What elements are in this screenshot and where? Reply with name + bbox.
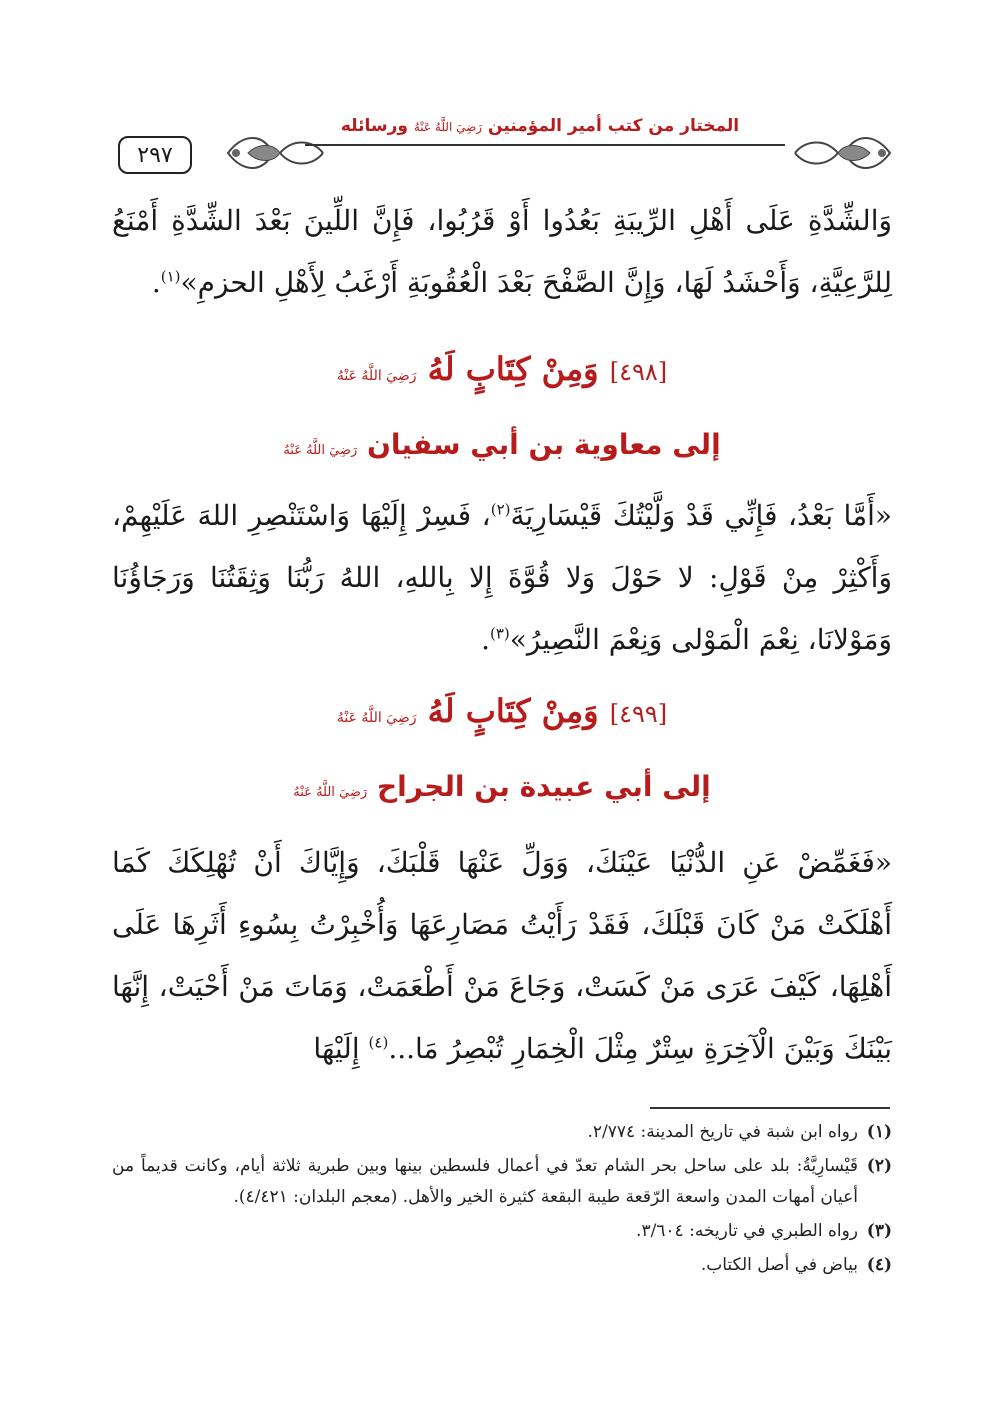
header-rule [305,144,785,146]
section-498-body [112,485,892,671]
section-498-text-b: ، فَسِرْ إِلَيْهَا وَاسْتَنْصِرِ اللهَ عَلَيْهِمْ، وَأَكْثِرْ مِنْ قَوْلِ: لا حَوْلَ وَلا قُوَّةَ إِلا بِاللهِ، اللهُ رَبُّنَا وَثِقَتُنَا وَرَجَاؤُنَا وَمَوْلانَا، نِعْمَ الْمَوْلى وَنِعْمَ النَّصِيرُ» [112,499,892,656]
section-499-text-a: «فَغَمِّضْ عَنِ الدُّنْيَا عَيْنَكَ، وَوَلِّ عَنْهَا قَلْبَكَ، وَإِيَّاكَ أَنْ تُهْلِكَكَ كَمَا أَهْلَكَتْ مَنْ كَانَ قَبْلَكَ، فَقَدْ رَأَيْتُ مَصَارِعَهَا وَأُخْبِرْتُ بِسُوءِ أَثَرِهَا عَلَى أَهْلِهَا، كَيْفَ عَرَى مَنْ كَسَتْ، وَجَاعَ مَنْ أَطْعَمَتْ، وَمَاتَ مَنْ أَحْيَتْ، إِنَّهَا بَيْنَكَ وَبَيْنَ الْآخِرَةِ سِتْرٌ مِثْلَ الْخِمَارِ تُبْصِرُ مَا... [112,846,892,1065]
footnote-ref-4[interactable]: (٤) [368,1033,389,1052]
footnotes [112,1117,892,1284]
paragraph-top [112,190,892,314]
footnote-separator [650,1107,890,1109]
section-499-heading: وَمِنْ كِتَابٍ لَهُ [427,692,599,730]
paragraph-top-text: وَالشِّدَّةِ عَلَى أَهْلِ الرِّيبَةِ بَعُدُوا أَوْ قَرُبُوا، فَإِنَّ اللِّينَ بَعْدَ الشِّدَّةِ أَمْنَعُ لِلرَّعِيَّةِ، وَأَحْشَدُ لَهَا، وَإِنَّ الصَّفْحَ بَعْدَ الْعُقُوبَةِ أَرْغَبُ لِأَهْلِ الحزمِ» [112,204,892,299]
footnote-number: (٢) [866,1156,892,1176]
footnote-number: (١) [866,1122,892,1142]
section-498-recipient [112,428,892,461]
footnote-ref-2[interactable]: (٢) [490,500,511,519]
footnote-text: بياض في أصل الكتاب. [700,1255,858,1275]
footnote-ref-1[interactable]: (١) [160,267,181,286]
section-498-title [112,350,892,388]
footnote-ref-3[interactable]: (٣) [490,624,510,643]
section-498-honor: رَضِيَ اللَّهُ عَنْهُ [336,368,417,384]
page-number-badge: ٢٩٧ [118,136,192,174]
footnote-item [112,1250,892,1281]
footnote-item [112,1151,892,1213]
section-499-title [112,692,892,730]
section-498-recipient-name: إلى معاوية بن أبي سفيان [367,428,721,461]
running-title [300,116,780,136]
section-499-recipient-honor: رَضِيَ اللَّهُ عَنْهُ [293,785,368,800]
paragraph-top-tail: . [151,266,161,299]
section-498-heading: وَمِنْ كِتَابٍ لَهُ [427,350,599,388]
section-499-number: [٤٩٩] [609,700,668,728]
section-499-text-b: إِلَيْهَا [313,1032,369,1065]
footnote-text: رواه الطبري في تاريخه: ٣/٦٠٤. [636,1221,858,1241]
footnote-item [112,1117,892,1148]
footnote-text: قَيْسارِيَّةُ: بلد على ساحل بحر الشام تعدّ في أعمال فلسطين بينها وبين طبرية ثلاثة أيام، وكانت قديماً من أعيان أمهات المدن واسعة الرّقعة طيبة البقعة كثيرة الخير والأهل. (معجم البلدان: ٤/٤٢١). [112,1156,858,1207]
section-499-body [112,832,892,1080]
footnote-item [112,1216,892,1247]
section-499-honor: رَضِيَ اللَّهُ عَنْهُ [336,710,417,726]
right-ornament-icon [790,128,900,178]
section-499-recipient-name: إلى أبي عبيدة بن الجراح [376,770,711,803]
footnote-number: (٣) [866,1221,892,1241]
page-header [110,112,900,182]
section-498-number: [٤٩٨] [609,358,668,386]
running-title-main: المختار من كتب أمير المؤمنين [488,116,740,136]
running-title-honor: رَضِيَ اللَّهُ عَنْهُ [413,120,483,134]
footnote-number: (٤) [866,1255,892,1275]
footnote-text: رواه ابن شبة في تاريخ المدينة: ٢/٧٧٤. [587,1122,858,1142]
section-498-tail: . [481,623,490,656]
section-499-recipient [112,770,892,803]
running-title-tail: ورسائله [340,116,408,136]
section-498-recipient-honor: رَضِيَ اللَّهُ عَنْهُ [283,443,358,458]
section-498-text-a: «أَمَّا بَعْدُ، فَإِنِّي قَدْ وَلَّيْتُكَ قَيْسَارِيَةَ [510,499,892,532]
